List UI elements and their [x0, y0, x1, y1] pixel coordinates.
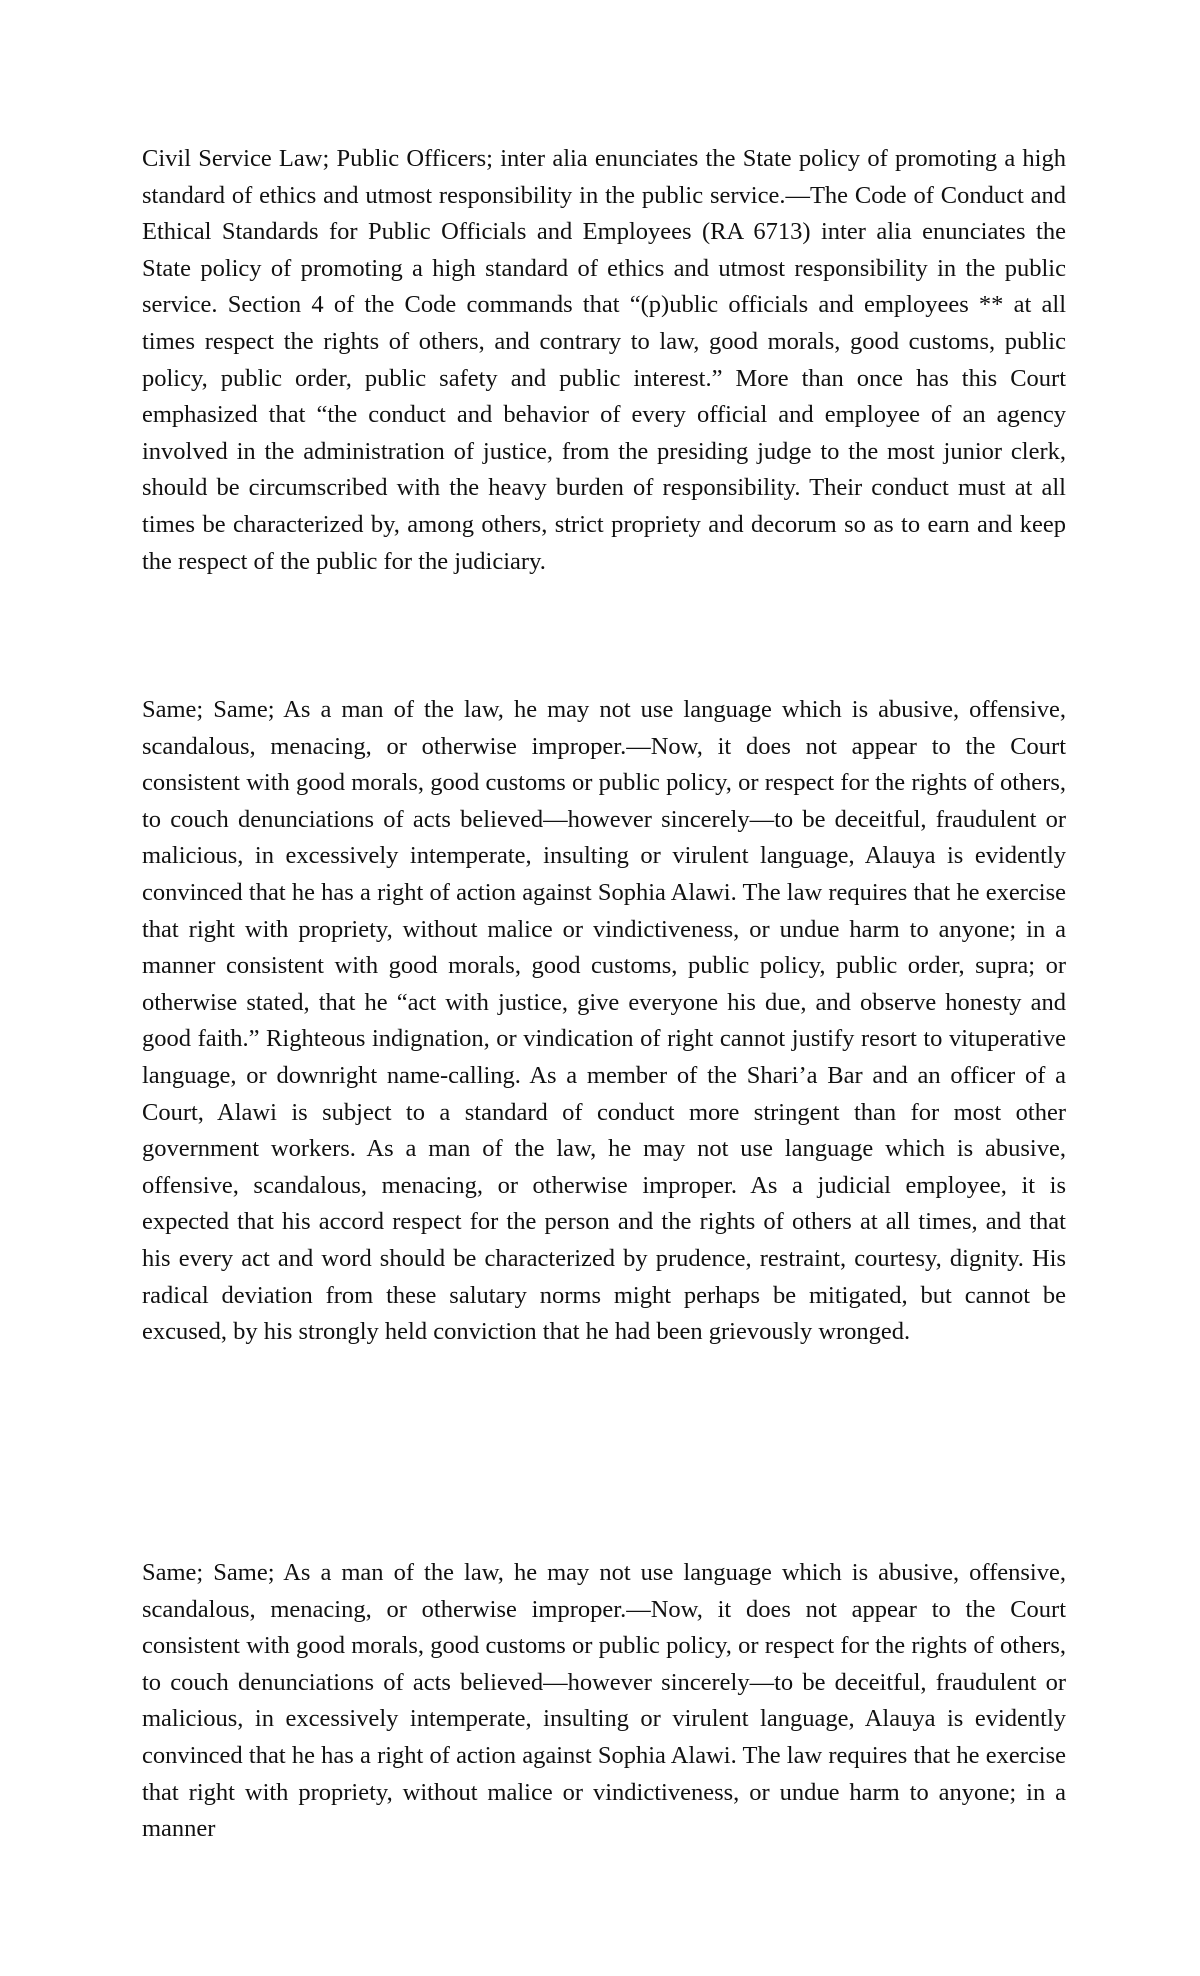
syllabus-paragraph-1: Civil Service Law; Public Officers; inter alia enunciates the State policy of promoting a high standard of ethics and utmost responsibility in the public service.—The Code of Conduct and Ethical Standards for Public Officials and Employees (RA 6713) inter alia enunciates the State policy of promoting a high standard of ethics and utmost responsibility in the public service. Section 4 of the Code commands that “(p)ublic officials and employees ** at all times respect the rights of others, and contrary to law, good morals, good customs, public policy, public order, public safety and public interest.” More than once has this Court emphasized that “the conduct and behavior of every official and employee of an agency involved in the administration of justice, from the presiding judge to the most junior clerk, should be circumscribed with the heavy burden of responsibility. Their conduct must at all times be characterized by, among others, strict propriety and decorum so as to earn and keep the respect of the public for the judiciary. [142, 145, 1066, 575]
syllabus-paragraph-2: Same; Same; As a man of the law, he may not use language which is abusive, offensive, scandalous, menacing, or otherwise improper.—Now, it does not appear to the Court consistent with good morals, good customs or public policy, or respect for the rights of others, to couch denunciations of acts believed—however sincerely—to be deceitful, fraudulent or malicious, in excessively intemperate, insulting or virulent language, Alauya is evidently convinced that he has a right of action against Sophia Alawi. The law requires that he exercise that right with propriety, without malice or vindictiveness, or undue harm to anyone; in a manner consistent with good morals, good customs, public policy, public order, supra; or otherwise stated, that he “act with justice, give everyone his due, and observe honesty and good faith.” Righteous indignation, or vindication of right cannot justify resort to vituperative language, or downright name-calling. As a member of the Shari’a Bar and an officer of a Court, Alawi is subject to a standard of conduct more stringent than for most other government workers. As a man of the law, he may not use language which is abusive, offensive, scandalous, menacing, or otherwise improper. As a judicial employee, it is expected that his accord respect for the person and the rights of others at all times, and that his every act and word should be characterized by prudence, restraint, courtesy, dignity. His radical deviation from these salutary norms might perhaps be mitigated, but cannot be excused, by his strongly held conviction that he had been grievously wronged. [142, 696, 1066, 1346]
syllabus-paragraph-3: Same; Same; As a man of the law, he may not use language which is abusive, offensive, scandalous, menacing, or otherwise improper.—Now, it does not appear to the Court consistent with good morals, good customs or public policy, or respect for the rights of others, to couch denunciations of acts believed—however sincerely—to be deceitful, fraudulent or malicious, in excessively intemperate, insulting or virulent language, Alauya is evidently convinced that he has a right of action against Sophia Alawi. The law requires that he exercise that right with propriety, without malice or vindictiveness, or undue harm to anyone; in a manner [142, 1559, 1066, 1843]
